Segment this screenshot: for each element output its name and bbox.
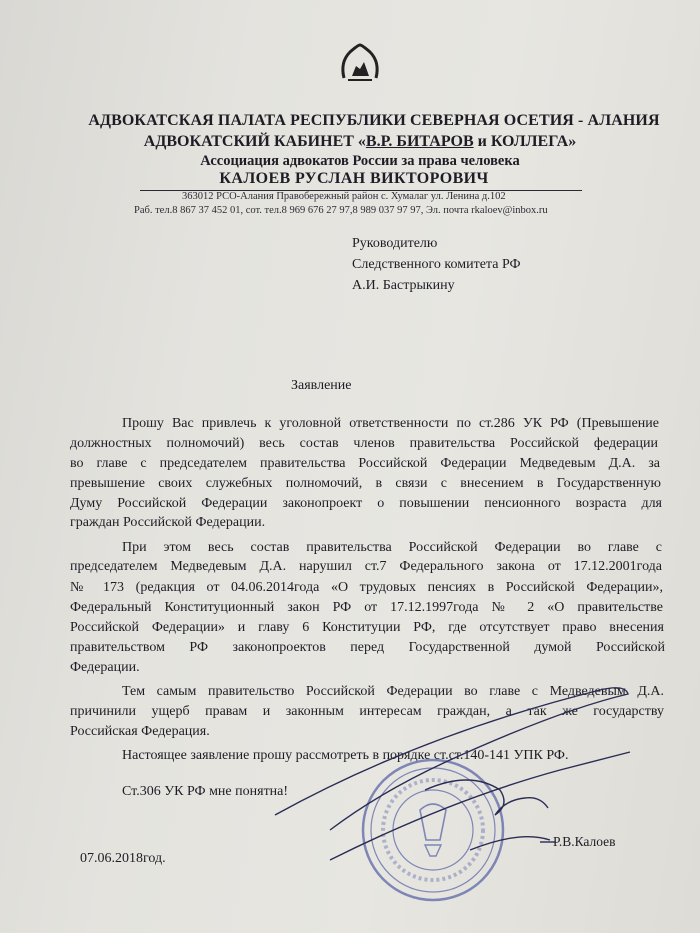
bar-association-emblem-icon: [336, 42, 384, 84]
header-lawyer-name: КАЛОЕВ РУСЛАН ВИКТОРОВИЧ: [219, 170, 489, 187]
header-office-name: [10, 133, 700, 151]
body-line: причинили ущерб правам и законным интересам граждан, а так же государству: [70, 704, 664, 719]
body-line: во главе с председателем правительства Российской Федерации Медведевым Д.А. за: [70, 456, 660, 471]
body-line: превышение своих служебных полномочий, в связи с внесением в Государственную: [70, 476, 661, 491]
body-line: Ст.306 УК РФ мне понятна!: [122, 784, 289, 799]
body-line: граждан Российской Федерации.: [70, 515, 266, 530]
official-stamp-icon: [363, 760, 503, 900]
header-office-prefix: АДВОКАТСКИЙ КАБИНЕТ «: [143, 133, 366, 150]
body-line: должностных полномочий) весь состав членов правительства Российской федерации: [70, 436, 658, 451]
header-contact-address: 363012 РСО-Алания Правобережный район с. Хумалаг ул. Ленина д.102: [182, 191, 506, 202]
document-title: Заявление: [291, 378, 352, 393]
header-office-partner: В.Р. БИТАРОВ: [365, 133, 474, 150]
body-line: Настоящее заявление прошу рассмотреть в порядке ст.ст.140-141 УПК РФ.: [122, 748, 569, 763]
body-line: Федеральный Конституционный закон РФ от 17.12.1997года № 2 «О правительстве: [70, 600, 663, 615]
addressee-name: А.И. Бастрыкину: [352, 278, 455, 293]
body-line: Прошу Вас привлечь к уголовной ответственности по ст.286 УК РФ (Превышение: [122, 416, 659, 431]
header-association: Ассоциация адвокатов России за права человека: [200, 153, 520, 169]
header-chamber-name: АДВОКАТСКАЯ ПАЛАТА РЕСПУБЛИКИ СЕВЕРНАЯ ОСЕТИЯ - АЛАНИЯ: [88, 112, 660, 129]
body-line: № 173 (редакция от 04.06.2014года «О трудовых пенсиях в Российской Федерации»,: [70, 580, 663, 595]
addressee-position: Руководителю: [352, 236, 438, 251]
body-line: Российская Федерация.: [70, 724, 210, 739]
body-line: При этом весь состав правительства Российской Федерации во главе с: [122, 540, 662, 555]
signature-name: Р.В.Калоев: [553, 834, 616, 849]
addressee-organization: Следственного комитета РФ: [352, 257, 521, 272]
body-line: Тем самым правительство Российской Федерации во главе с Медведевым Д.А.: [122, 684, 664, 699]
body-line: председателем Медведевым Д.А. нарушил ст.7 Федерального закона от 17.12.2001года: [70, 559, 662, 574]
header-contact-phones: Раб. тел.8 867 37 452 01, сот. тел.8 969 676 27 97,8 989 037 97 97, Эл. почта rkaloev@inbox.ru: [134, 205, 548, 216]
document-date: 07.06.2018год.: [80, 851, 166, 866]
body-line: правительством РФ законопроектов перед Государственной думой Российской: [70, 640, 665, 655]
body-line: Российской Федерации» и главу 6 Конституции РФ, где отсутствует право внесения: [70, 620, 664, 635]
body-line: Думу Российской Федерации законопроект о повышении пенсионного возраста для: [70, 496, 662, 511]
header-office-suffix: и КОЛЛЕГА»: [473, 133, 577, 150]
body-line: Федерации.: [70, 660, 140, 675]
